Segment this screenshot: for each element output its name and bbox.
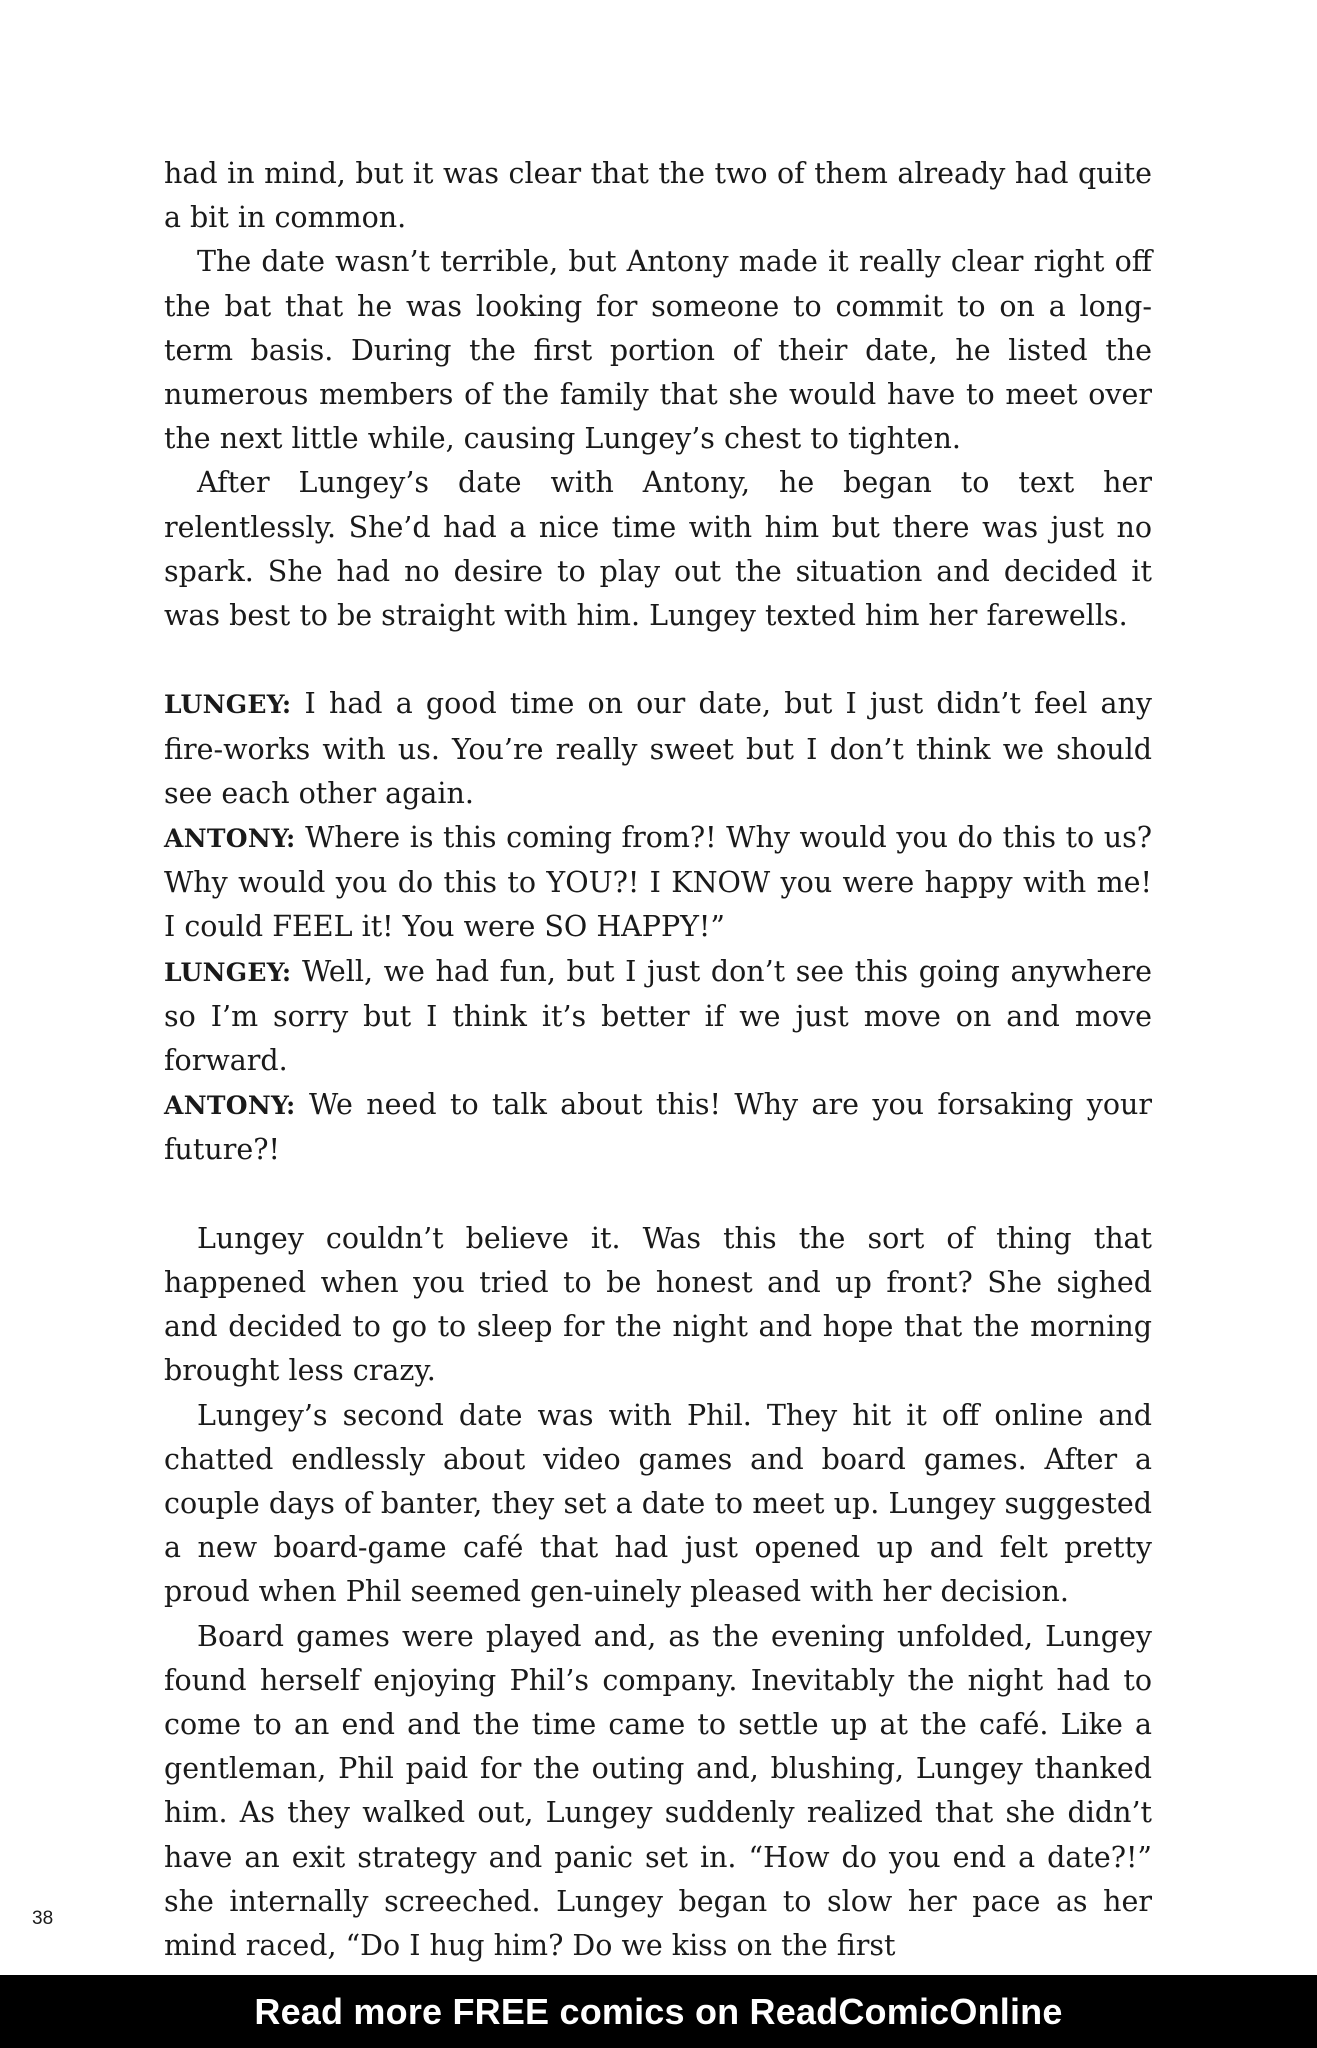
speaker-label: ANTONY: [164,824,296,854]
paragraph: Board games were played and, as the evening unfolded, Lungey found herself enjoying Phil’s company. Inevitably the night had to come to an end and the time came to settle up at the café. Like a gentleman, Phil paid for the outing and, blushing, Lungey thanked him. As they walked out, Lungey suddenly realized that she didn’t have an exit strategy and panic set in. “How do you end a date?!” she internally screeched. Lungey began to slow her pace as her mind raced, “Do I hug him? Do we kiss on the first [164,1619,1152,1963]
speaker-label: LUNGEY: [164,690,292,720]
promo-banner-text[interactable]: Read more FREE comics on ReadComicOnline [254,1990,1063,2032]
dialogue-text: Well, we had fun, but I just don’t see this going anywhere so I’m sorry but I think it’s better if we just move on and move forward. [164,954,1152,1078]
section-gap [164,1173,1152,1217]
speaker-label: LUNGEY: [164,957,292,987]
page-body [164,152,1152,1968]
paragraph: Lungey’s second date was with Phil. They hit it off online and chatted endlessly about video games and board games. After a couple days of banter, they set a date to meet up. Lungey suggested a new board-game café that had just opened up and felt pretty proud when Phil seemed gen-uinely pleased with her decision. [164,1398,1152,1609]
page-number: 38 [32,1908,54,1929]
speaker-label: ANTONY: [164,1091,296,1121]
dialogue-line [164,816,1152,950]
paragraph: Lungey couldn’t believe it. Was this the sort of thing that happened when you tried to be honest and up front? She sighed and decided to go to sleep for the night and hope that the morning brought less crazy. [164,1221,1152,1388]
dialogue-line [164,682,1152,816]
section-gap [164,638,1152,682]
paragraph: After Lungey’s date with Antony, he began to text her relentlessly. She’d had a nice time with him but there was just no spark. She had no desire to play out the situation and decided it was best to be straight with him. Lungey texted him her farewells. [164,466,1152,633]
dialogue-line [164,950,1152,1084]
promo-banner[interactable] [0,1975,1317,2048]
dialogue-text: Where is this coming from?! Why would you do this to us? Why would you do this to YOU?! I KNOW you were happy with me! I could FEEL it! You were SO HAPPY!” [164,821,1152,944]
dialogue-text: I had a good time on our date, but I just didn’t feel any fire-works with us. You’re really sweet but I don’t think we should see each other again. [164,687,1152,810]
paragraph: had in mind, but it was clear that the two of them already had quite a bit in common. [164,157,1152,235]
dialogue-line [164,1083,1152,1172]
paragraph: The date wasn’t terrible, but Antony made it really clear right off the bat that he was looking for someone to commit to on a long-term basis. During the first portion of their date, he listed the numerous members of the family that she would have to meet over the next little while, causing Lungey’s chest to tighten. [164,245,1152,456]
dialogue-text: We need to talk about this! Why are you forsaking your future?! [164,1088,1152,1167]
